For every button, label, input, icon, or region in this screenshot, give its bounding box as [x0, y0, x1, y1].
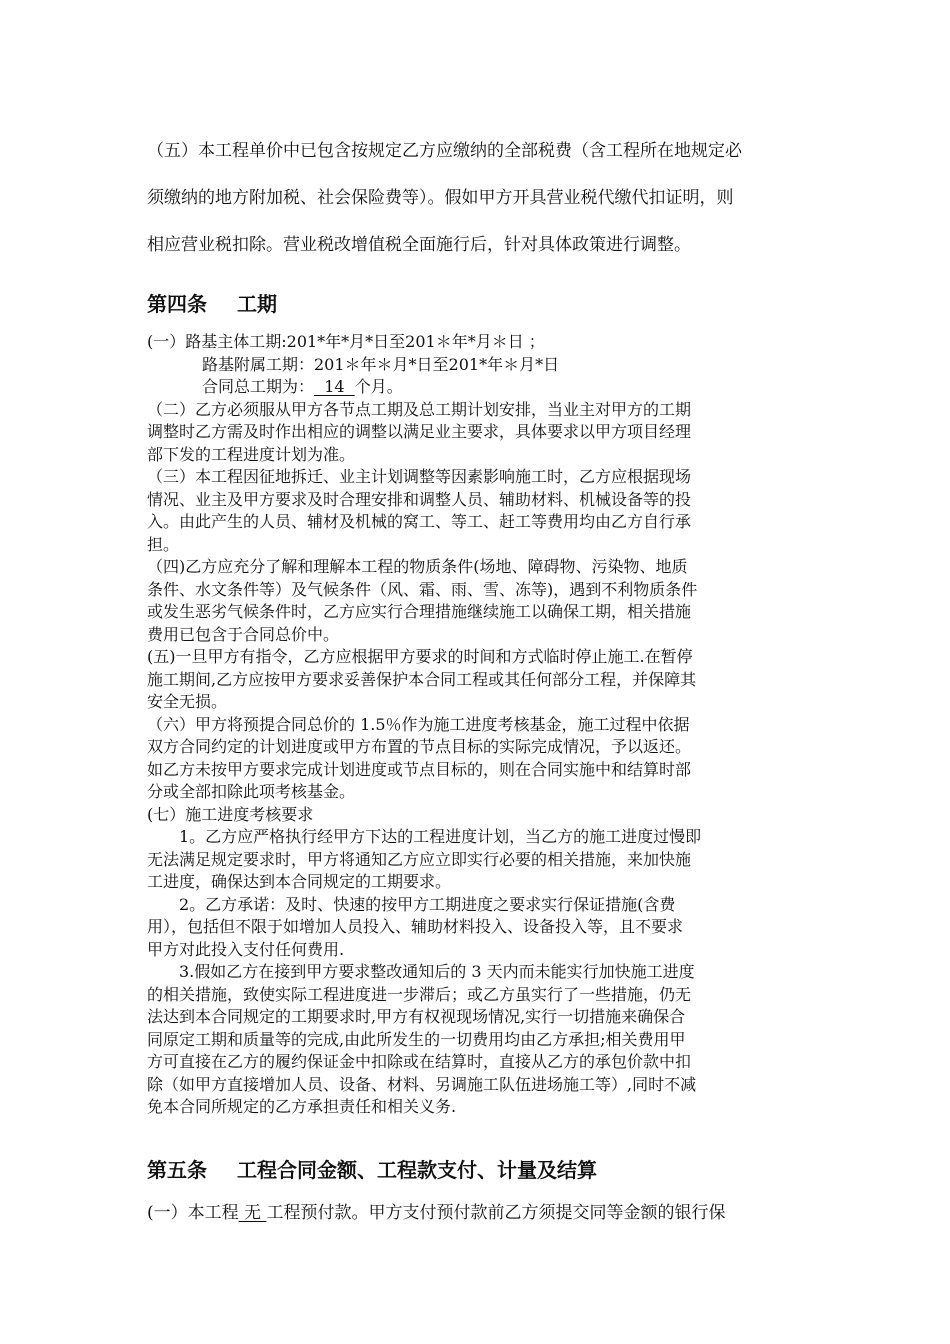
clause-3-line: 担。	[147, 534, 180, 554]
clause-3-line: （三）本工程因征地拆迁、业主计划调整等因素影响施工时，乙方应根据现场	[147, 467, 692, 486]
advance-payment-line	[147, 1198, 725, 1223]
clause-3-line: 情况、业主及甲方要求及时合理安排和调整人员、辅助材料、机械设备等的投	[147, 489, 692, 509]
clause-7-3-line: 除（如甲方直接增加人员、设备、材料、另调施工队伍进场施工等）,同时不减	[147, 1074, 697, 1094]
article-4-heading	[147, 288, 277, 317]
clause-7-1-line: 1。乙方应严格执行经甲方下达的工程进度计划，当乙方的施工进度过慢即	[179, 827, 702, 846]
clause-2-line: （二）乙方必须服从甲方各节点工期及总工期计划安排，当业主对甲方的工期	[147, 399, 692, 419]
advance-value: 无	[238, 1203, 267, 1223]
total-period-label: 合同总工期为：	[202, 377, 315, 396]
clause-2-line: 部下发的工程进度计划为准。	[147, 444, 356, 464]
clause-6-line: 双方合同约定的计划进度或甲方布置的节点目标的实际完成情况，予以返还。	[147, 737, 692, 756]
clause-7-3-line: 的相关措施，致使实际工程进度进一步滞后；或乙方虽实行了一些措施，仍无	[147, 984, 692, 1004]
clause-2-line: 调整时乙方需及时作出相应的调整以满足业主要求，具体要求以甲方项目经理	[147, 422, 692, 441]
clause-7-3-line: 免本合同所规定的乙方承担责任和相关义务.	[147, 1097, 457, 1116]
text-line: 相应营业税扣除。营业税改增值税全面施行后，针对具体政策进行调整。	[147, 235, 691, 255]
text-line: （五）本工程单价中已包含按规定乙方应缴纳的全部税费（含工程所在地规定必	[147, 141, 742, 161]
clause-5-line: 施工期间,乙方应按甲方要求妥善保护本合同工程或其任何部分工程，并保障其	[147, 669, 697, 689]
clause-3-line: 入。由此产生的人员、辅材及机械的窝工、等工、赶工等费用均由乙方自行承	[147, 512, 692, 531]
advance-prefix: (一）本工程	[147, 1203, 239, 1223]
clause-7-1-line: 无法满足规定要求时，甲方将通知乙方应立即实行必要的相关措施，来加快施	[147, 849, 692, 869]
clause-6-line: 如乙方未按甲方要求完成计划进度或节点目标的，则在合同实施中和结算时部	[147, 759, 692, 779]
clause-4-line: 条件、水文条件等）及气候条件（风、霜、雨、雪、冻等)，遇到不利物质条件	[147, 579, 698, 599]
schedule-auxiliary-line: 路基附属工期：201＊年＊月*日至201*年＊月*日	[202, 354, 560, 374]
clause-7-title: (七）施工进度考核要求	[147, 804, 314, 824]
clause-5-line: 安全无损。	[147, 692, 228, 711]
clause-7-1-line: 工进度，确保达到本合同规定的工期要求。	[147, 872, 452, 891]
total-period-value: 14	[314, 377, 355, 396]
clause-5-line: (五)一旦甲方有指令，乙方应根据甲方要求的时间和方式临时停止施工.在暂停	[147, 647, 693, 666]
article-number: 第五条	[147, 1158, 207, 1182]
article-number: 第四条	[147, 292, 207, 316]
total-period-unit: 个月。	[354, 377, 403, 396]
clause-7-3-line: 法达到本合同规定的工期要求时,甲方有权视现场情况,实行一切措施来确保合	[147, 1007, 686, 1026]
article-4-body	[147, 331, 807, 1119]
clause-7-3-line: 同原定工期和质量等的完成,由此所发生的一切费用均由乙方承担;相关费用甲	[147, 1029, 686, 1049]
clause-6-line: 分或全部扣除此项考核基金。	[147, 782, 356, 801]
clause-7-3-line: 方可直接在乙方的履约保证金中扣除或在结算时，直接从乙方的承包价款中扣	[147, 1052, 692, 1071]
total-period-line	[147, 376, 807, 399]
advance-suffix: 工程预付款。甲方支付预付款前乙方须提交同等金额的银行保	[266, 1203, 726, 1223]
clause-4-line: 费用已包含于合同总价中。	[147, 624, 340, 644]
clause-7-2-line: 用），包括但不限于如增加人员投入、辅助材料投入、设备投入等，且不要求	[147, 917, 684, 936]
clause-4-line: （四)乙方应充分了解和理解本工程的物质条件(场地、障碍物、污染物、地质	[147, 557, 688, 576]
clause-4-line: 或发生恶劣气候条件时，乙方应实行合理措施继续施工以确保工期，相关措施	[147, 602, 692, 621]
tax-clause	[147, 128, 807, 269]
text-line: 须缴纳的地方附加税、社会保险费等）。假如甲方开具营业税代缴代扣证明，则	[147, 188, 734, 208]
article-title: 工期	[237, 292, 277, 316]
schedule-main-line: (一）路基主体工期:201*年*月*日至201＊年*月＊日 ；	[147, 332, 545, 351]
article-5-heading	[147, 1154, 597, 1183]
clause-7-2-line: 2。乙方承诺：及时、快速的按甲方工期进度之要求实行保证措施(含费	[179, 894, 676, 914]
clause-7-3-line: 3.假如乙方在接到甲方要求整改通知后的 3 天内而未能实行加快施工进度	[179, 962, 695, 981]
clause-7-2-line: 甲方对此投入支付任何费用.	[147, 939, 345, 959]
article-title: 工程合同金额、工程款支付、计量及结算	[237, 1158, 597, 1182]
clause-6-line: （六）甲方将预提合同总价的 1.5％作为施工进度考核基金，施工过程中依据	[147, 714, 690, 734]
